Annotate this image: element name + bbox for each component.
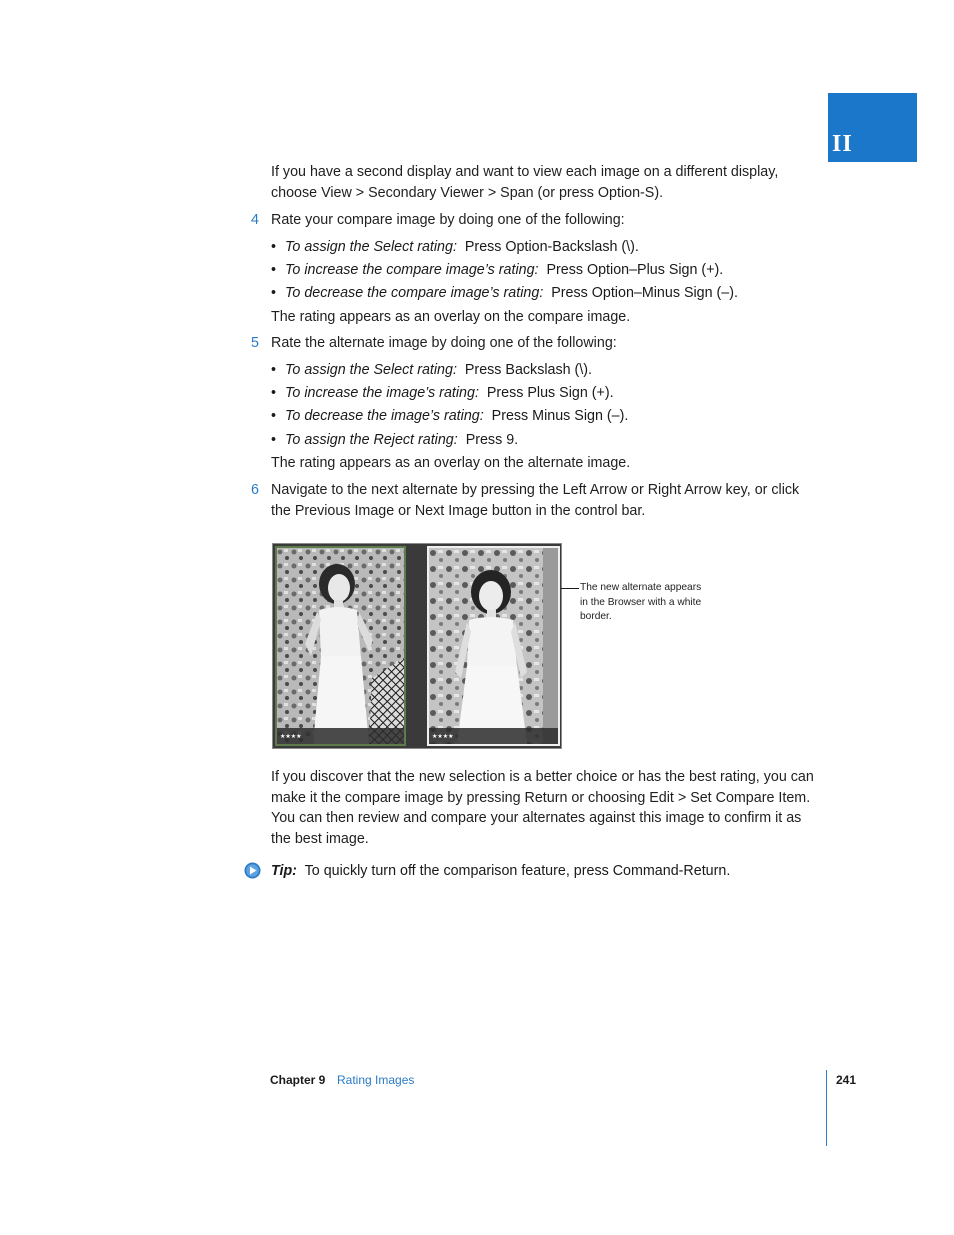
step-4-text: Rate your compare image by doing one of the following:: [271, 212, 625, 228]
alternate-image: [427, 546, 560, 746]
tip-arrow-icon: [244, 862, 261, 879]
bullet-text: Press Option–Plus Sign (+).: [546, 262, 724, 278]
left-rating-overlay: ★★★★: [280, 733, 302, 740]
part-tab: [828, 93, 917, 162]
compare-image: [275, 546, 406, 746]
bullet-label: To decrease the image’s rating:: [285, 408, 484, 424]
tip-text: To quickly turn off the comparison feature, press Command-Return.: [304, 863, 731, 879]
footer-chapter: Chapter 9: [270, 1073, 326, 1087]
step-6-line-1: Navigate to the next alternate by pressing the Left Arrow or Right Arrow key, or click: [271, 482, 800, 498]
bullet-text: Press Minus Sign (–).: [491, 408, 629, 424]
step-5-text: Rate the alternate image by doing one of the following:: [271, 335, 617, 351]
after-line-2: make it the compare image by pressing Return or choosing Edit > Set Compare Item.: [271, 789, 811, 806]
intro-line-2: choose View > Secondary Viewer > Span (or press Option-S).: [271, 184, 664, 201]
tip-label: Tip:: [271, 863, 297, 879]
after-line-1: If you discover that the new selection is a better choice or has the best rating, you can: [271, 769, 814, 785]
step-number-6: 6: [251, 482, 259, 498]
step-number-4: 4: [251, 212, 259, 228]
part-label: II: [832, 131, 853, 157]
intro-line-1: If you have a second display and want to view each image on a different display,: [271, 164, 779, 180]
after-figure-paragraph: [271, 767, 831, 849]
page-number: 241: [836, 1073, 857, 1087]
footer-divider: [826, 1070, 827, 1146]
bullet-text: Press Option–Minus Sign (–).: [551, 285, 738, 301]
step-number-5: 5: [251, 335, 259, 351]
step-5-result: The rating appears as an overlay on the alternate image.: [271, 455, 631, 471]
right-rating-overlay: ★★★★: [432, 733, 454, 740]
step-6-text: [271, 480, 831, 521]
after-line-3: You can then review and compare your alternates against this image to confirm it as: [271, 810, 802, 826]
bullet-text: Press Backslash (\).: [464, 362, 593, 378]
bullet-label: To decrease the compare image’s rating:: [285, 285, 544, 301]
bullet-label: To assign the Reject rating:: [285, 432, 458, 448]
step-6-line-2: the Previous Image or Next Image button in the control bar.: [271, 502, 646, 519]
footer-chapter-title: Rating Images: [337, 1073, 415, 1087]
bullet-text: Press Option-Backslash (\).: [464, 239, 639, 255]
bullet-label: To increase the image’s rating:: [285, 385, 479, 401]
bullet-label: To assign the Select rating:: [285, 362, 457, 378]
after-line-4: the best image.: [271, 830, 369, 847]
bullet-text: Press 9.: [465, 432, 519, 448]
callout-leader-line: [561, 588, 579, 589]
step-4-result: The rating appears as an overlay on the compare image.: [271, 309, 631, 325]
tip-paragraph: [271, 861, 730, 882]
bullet-label: To increase the compare image’s rating:: [285, 262, 539, 278]
bullet-text: Press Plus Sign (+).: [486, 385, 614, 401]
intro-paragraph: [271, 162, 831, 203]
compare-screenshot: [272, 543, 562, 749]
bullet-label: To assign the Select rating:: [285, 239, 457, 255]
figure-callout: The new alternate appears in the Browser with a white border.: [580, 582, 702, 622]
